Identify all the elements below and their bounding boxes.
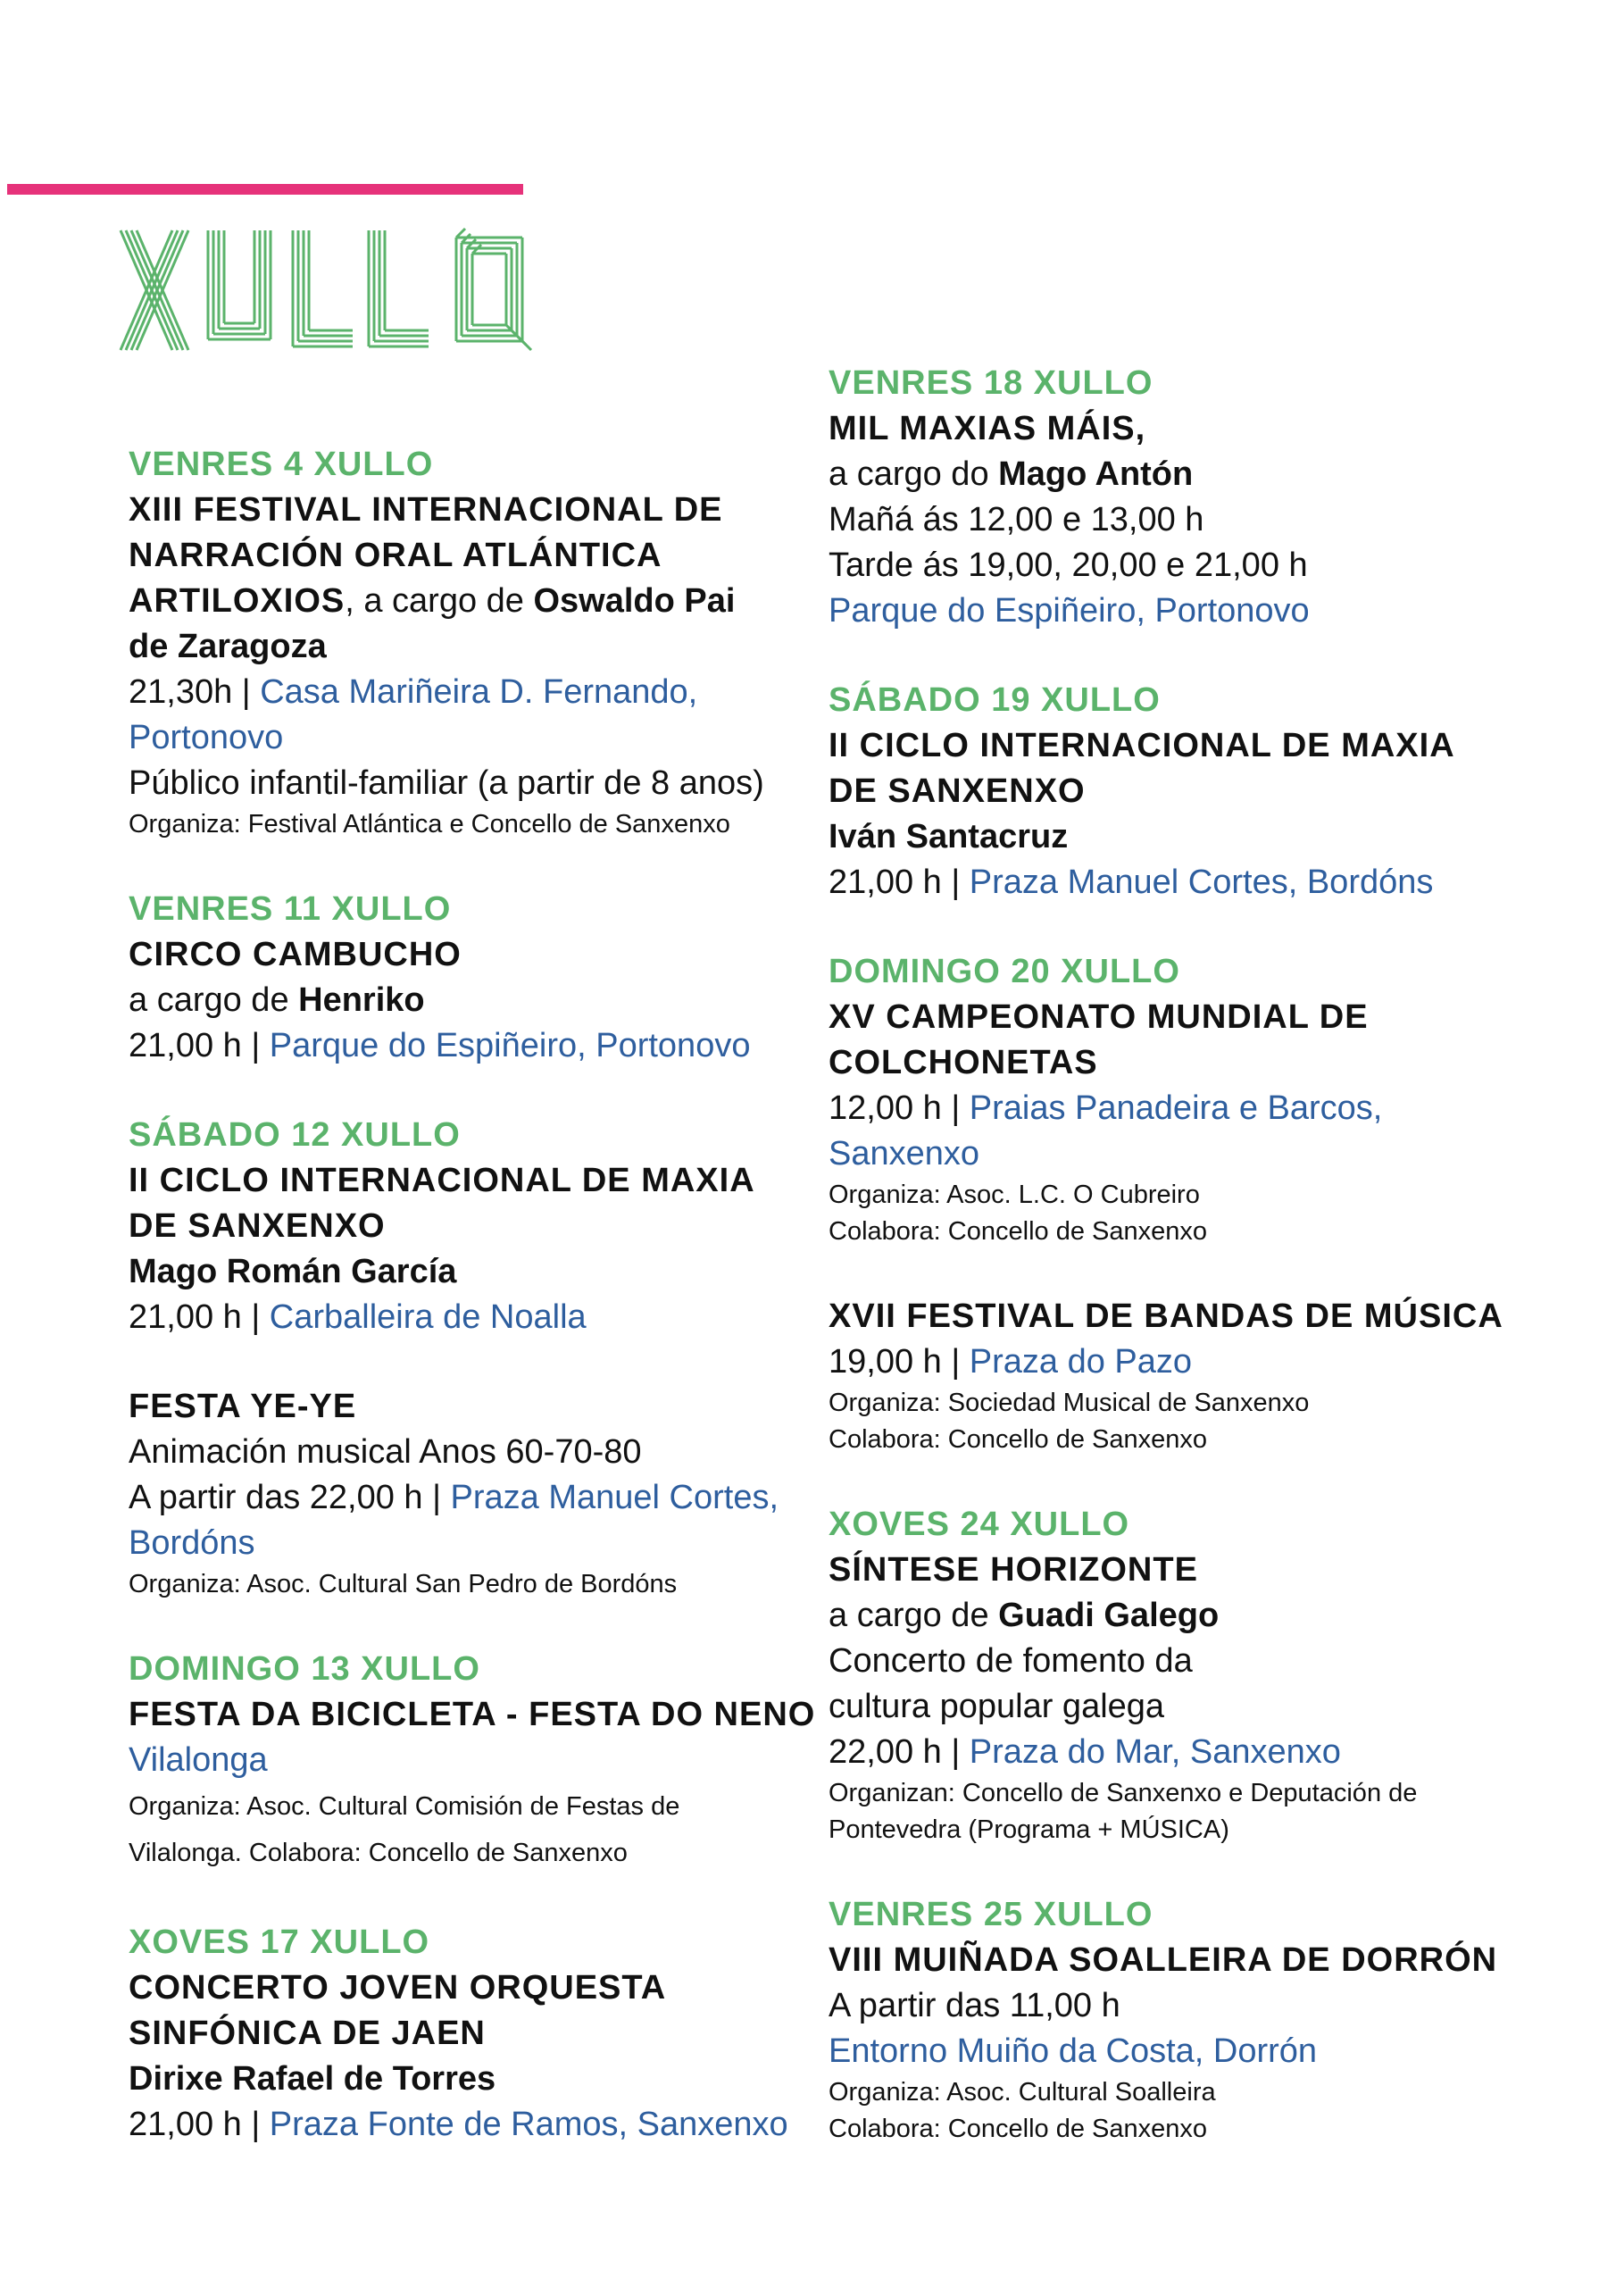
event-venres-4 (129, 442, 807, 843)
event-place: Sanxenxo (829, 1135, 980, 1172)
event-time: 19,00 h | (829, 1343, 970, 1381)
event-performer: Mago Román García (129, 1253, 457, 1290)
accent-rule (7, 184, 523, 195)
event-sabado-12 (129, 1113, 807, 1340)
right-column (829, 361, 1596, 2191)
event-organiza: Organiza: Sociedad Musical de Sanxenxo (829, 1389, 1310, 1417)
event-performer: Oswaldo Pai (533, 582, 736, 620)
left-column (129, 442, 816, 2191)
event-sabado-19 (829, 678, 1596, 905)
event-title: FESTA YE-YE (129, 1388, 357, 1425)
event-performer: Mago Antón (998, 455, 1194, 493)
event-title: VIII MUIÑADA SOALLEIRA DE DORRÓN (829, 1941, 1498, 1979)
event-domingo-20 (829, 949, 1596, 1250)
month-title (119, 223, 538, 357)
event-title: FESTA DA BICICLETA - FESTA DO NENO (129, 1696, 816, 1733)
event-place: Praza do Mar, Sanxenxo (969, 1733, 1341, 1771)
event-time: 21,00 h | (829, 864, 970, 901)
event-colabora: Colabora: Concello de Sanxenxo (829, 2115, 1207, 2143)
event-date: SÁBADO 19 XULLO (829, 681, 1161, 719)
event-colabora: Colabora: Concello de Sanxenxo (829, 1217, 1207, 1246)
event-time: Mañá ás 12,00 e 13,00 h (829, 501, 1204, 538)
event-performer: Dirixe Rafael de Torres (129, 2060, 496, 2098)
event-title: DE SANXENXO (829, 772, 1086, 810)
event-date: VENRES 4 XULLO (129, 446, 434, 483)
event-date: DOMINGO 20 XULLO (829, 953, 1180, 990)
event-title: XVII FESTIVAL DE BANDAS DE MÚSICA (829, 1298, 1503, 1335)
event-title: COLCHONETAS (829, 1044, 1098, 1081)
event-title: NARRACIÓN ORAL ATLÁNTICA (129, 537, 662, 574)
event-title: II CICLO INTERNACIONAL DE MAXIA (829, 727, 1455, 764)
event-performer: Guadi Galego (998, 1597, 1220, 1634)
event-place: Portonovo (129, 719, 284, 756)
event-place: Entorno Muiño da Costa, Dorrón (829, 2032, 1318, 2070)
event-venres-11 (129, 887, 807, 1069)
event-place: Praias Panadeira e Barcos, (969, 1089, 1383, 1127)
event-festa-ye-ye (129, 1384, 807, 1603)
event-title: II CICLO INTERNACIONAL DE MAXIA (129, 1162, 755, 1199)
event-date: VENRES 25 XULLO (829, 1896, 1153, 1933)
event-organiza: Organiza: Asoc. Cultural Comisión de Festas de (129, 1792, 680, 1821)
event-title: XV CAMPEONATO MUNDIAL DE (829, 998, 1369, 1036)
event-audience: Público infantil-familiar (a partir de 8 anos) (129, 764, 764, 802)
event-organiza: Organiza: Asoc. L.C. O Cubreiro (829, 1181, 1200, 1209)
event-xoves-24 (829, 1502, 1596, 1848)
event-title: CIRCO CAMBUCHO (129, 936, 462, 973)
event-place: Casa Mariñeira D. Fernando, (260, 673, 698, 711)
event-time: Tarde ás 19,00, 20,00 e 21,00 h (829, 547, 1308, 584)
event-time: A partir das 11,00 h (829, 1987, 1120, 2024)
event-place: Praza Manuel Cortes, Bordóns (969, 864, 1434, 901)
event-time: 12,00 h | (829, 1089, 970, 1127)
event-date: SÁBADO 12 XULLO (129, 1116, 461, 1154)
event-time: 21,00 h | (129, 1027, 270, 1064)
event-description: Animación musical Anos 60-70-80 (129, 1433, 642, 1471)
event-bandas-musica (829, 1294, 1596, 1458)
event-performer: de Zaragoza (129, 628, 327, 665)
event-organiza: Organiza: Festival Atlántica e Concello de Sanxenxo (129, 810, 730, 839)
event-title: SÍNTESE HORIZONTE (829, 1551, 1198, 1589)
event-performer: Iván Santacruz (829, 818, 1069, 855)
event-title: CONCERTO JOVEN ORQUESTA (129, 1969, 667, 2007)
event-colabora: Colabora: Concello de Sanxenxo (829, 1425, 1207, 1454)
event-time: A partir das 22,00 h | (129, 1479, 451, 1516)
event-place: Praza do Pazo (969, 1343, 1193, 1381)
event-title: SINFÓNICA DE JAEN (129, 2015, 486, 2052)
event-place: Parque do Espiñeiro, Portonovo (829, 592, 1310, 630)
event-time: 22,00 h | (829, 1733, 970, 1771)
event-domingo-13 (129, 1647, 816, 1876)
event-venres-18 (829, 361, 1596, 634)
event-organiza: Organizan: Concello de Sanxenxo e Deputación de (829, 1779, 1418, 1807)
event-organiza: Organiza: Asoc. Cultural San Pedro de Bordóns (129, 1570, 678, 1598)
event-by: a cargo de (129, 981, 299, 1019)
event-venres-25 (829, 1892, 1596, 2148)
event-organiza: Organiza: Asoc. Cultural Soalleira (829, 2078, 1216, 2107)
event-date: VENRES 18 XULLO (829, 364, 1153, 402)
event-title: DE SANXENXO (129, 1207, 386, 1245)
event-place: Vilalonga (129, 1741, 268, 1779)
event-by: a cargo do (829, 455, 999, 493)
event-organiza: Vilalonga. Colabora: Concello de Sanxenxo (129, 1839, 628, 1867)
event-place: Bordóns (129, 1524, 255, 1562)
event-title: MIL MAXIAS MÁIS, (829, 410, 1146, 447)
event-title: ARTILOXIOS (129, 582, 346, 620)
event-place: Parque do Espiñeiro, Portonovo (269, 1027, 751, 1064)
event-place: Praza Fonte de Ramos, Sanxenxo (269, 2106, 788, 2143)
event-description: cultura popular galega (829, 1688, 1165, 1725)
event-performer: Henriko (298, 981, 425, 1019)
event-place: Carballeira de Noalla (269, 1298, 587, 1336)
event-by: , a cargo de (345, 582, 534, 620)
event-date: VENRES 11 XULLO (129, 890, 452, 928)
month-title-text: XULLO (119, 223, 122, 224)
event-date: XOVES 17 XULLO (129, 1923, 430, 1961)
event-time: 21,00 h | (129, 2106, 270, 2143)
event-by: a cargo de (829, 1597, 999, 1634)
event-organiza: Pontevedra (Programa + MÚSICA) (829, 1815, 1229, 1844)
event-date: DOMINGO 13 XULLO (129, 1650, 480, 1688)
event-time: 21,00 h | (129, 1298, 270, 1336)
event-description: Concerto de fomento da (829, 1642, 1193, 1680)
event-xoves-17 (129, 1920, 807, 2148)
event-time: 21,30h | (129, 673, 261, 711)
event-place: Praza Manuel Cortes, (450, 1479, 779, 1516)
event-title: XIII FESTIVAL INTERNACIONAL DE (129, 491, 723, 529)
event-date: XOVES 24 XULLO (829, 1506, 1130, 1543)
